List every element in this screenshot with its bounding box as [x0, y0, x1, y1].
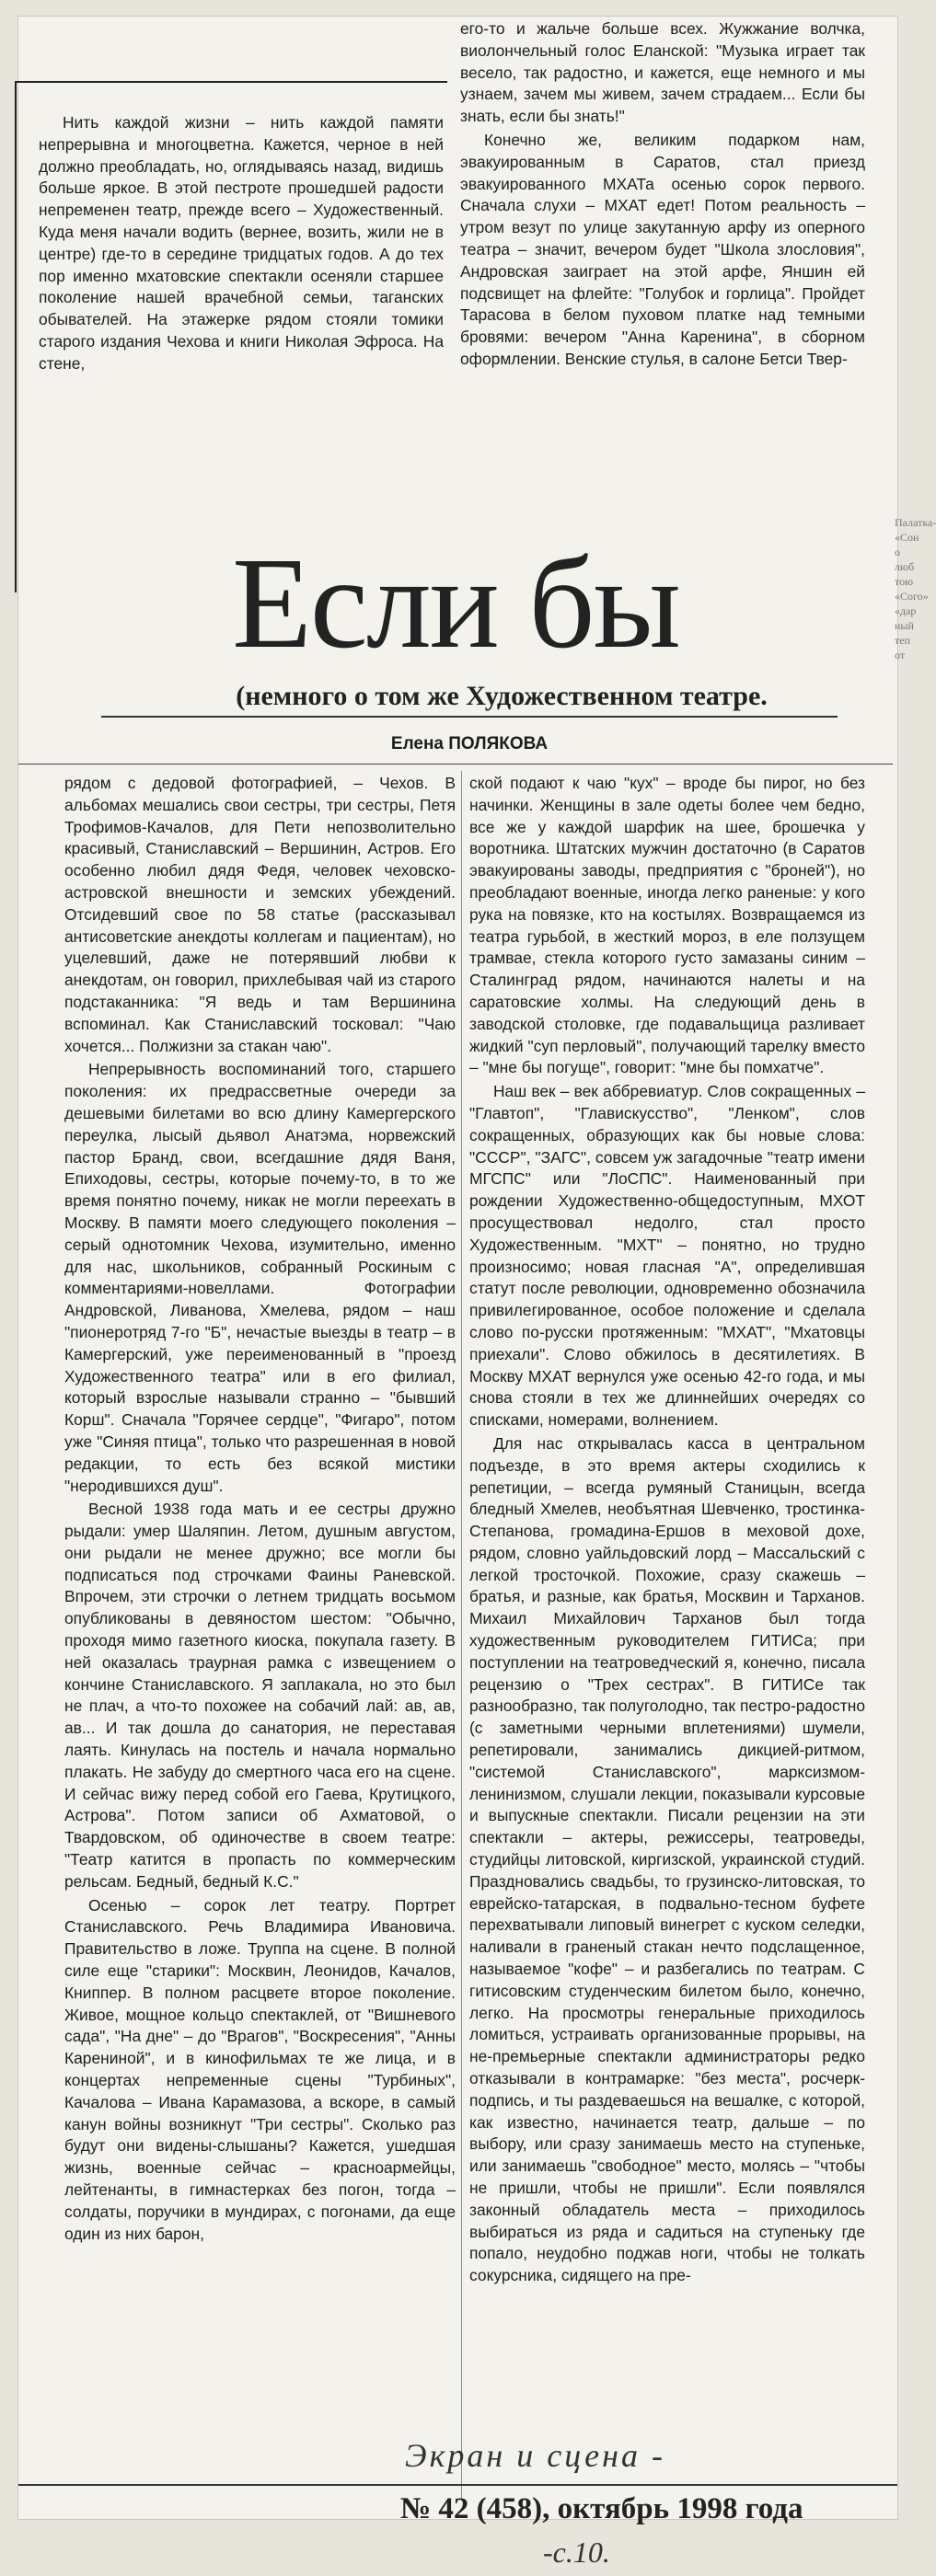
article-paragraph: его-то и жальче больше всех. Жужжание волчка, виолончельный голос Еланской: "Музыка играет так весело, так радостно, и кажется, еще немного и мы узнаем, зачем мы живем, зачем страдаем... Если бы знать, если бы знать!" [460, 19, 865, 126]
margin-fragment: «Сого» [895, 590, 929, 603]
margin-fragment: люб [895, 560, 915, 573]
headline: Если бы [232, 530, 679, 675]
margin-fragment: Палатка- [895, 516, 936, 529]
handwritten-page-note: -с.10. [543, 2536, 610, 2569]
adjacent-column-fragment [895, 515, 936, 681]
article-paragraph: Нить каждой жизни – нить каждой памяти непрерывна и многоцветна. Кажется, черное в ней должно преобладать, но, оглядываясь назад, видишь больше яркое. В этой пестроте прошедшей радости непременен театр, прежде всего – Художественный. Куда меня начали водить (вернее, возить, жили не в центре) где-то в середине тридцатых годов. А до тех пор именно мхатовские спектакли осеняли старшее поколение нашей врачебной семьи, таганских обывателей. На этажерке рядом стояли томики старого издания Чехова и книги Николая Эфроса. На стене, [39, 113, 444, 373]
margin-fragment: «дар [895, 604, 917, 617]
article-paragraph: рядом с дедовой фотографией, – Чехов. В альбомах мешались свои сестры, три сестры, Петя Трофимов-Качалов, для Пети непозволительно красивый, Станиславский – Вершинин, Астров. Его особенно любил дядя Федя, человек чеховско-астровской внешности и земских убеждений. Отсидевший свое по 58 статье (рассказывал антисоветские анекдоты коллегам и пациентам), но уцелевший, даже не потерявший любви к анекдотам, он говорил, прихлебывая чай из старого подстаканника: "Я ведь и там Вершинина вспоминал. Как Станиславский тосковал: "Чаю хочется... Полжизни за стакан чаю". [64, 774, 456, 1055]
byline-rule [18, 764, 893, 765]
article-column-bottom-right [469, 773, 865, 2498]
publication-handwritten: Экран и сцена - [405, 2437, 665, 2474]
article-paragraph: Наш век – век аббревиатур. Слов сокращенных – "Главтоп", "Главискусство", "Ленком", слов сокращенных, образующих как бы новые слова: "СССР", "ЗАГС", совсем уж загадочные "театр имени МГСПС" или "ЛоСПС". Наименованный при рождении Художественно-общедоступным, МХОТ просуществовал недолго, стал просто Художественным. "МХТ" – понятно, но трудно произносимо; новая гласная "А", определившая статут после революции, одновременно обозначила привилегированное, особое положение и сделала слово по-русски протяженным: "МХАТ", "Мхатовцы приехали". Слово обжилось в десятилетиях. В Москву МХАТ вернулся уже осенью 42-го года, и мы снова стояли в тех же длиннейших очередях со списками, номерами, волнением. [469, 1082, 865, 1430]
article-paragraph: Для нас открывалась касса в центральном подъезде, в это время актеры сходились к репетиции, – всегда румяный Станицын, всегда бледный Хмелев, необъятная Шевченко, тростинка-Степанова, громадина-Ершов в меховой дохе, рядом, словно уайльдовский лорд – Массальский с легкой тросточкой. Похожие, сразу скажешь – братья, и разные, как братья, Москвин и Тарханов. Михаил Михайлович Тарханов был тогда художественным руководителем ГИТИСа; при поступлении на театроведческий я, конечно, писала рецензию о "Трех сестрах". В ГИТИСе так разнообразно, так полуголодно, так пестро-радостно (с заметными черными вплетениями) шумели, репетировали, занимались дикцией-ритмом, "системой Станиславского", марксизмом-ленинизмом, слушали лекции, показывали курсовые и выпускные спектакли. Писали рецензии на эти спектакли – актеры, режиссеры, театроведы, студийцы литовской, киргизской, украинской студий. Праздновались свадьбы, то грузинско-литовская, то еврейско-татарская, в подвально-тесном буфете перехватывали липовый винегрет с куском селедки, наливали в граненый стакан нечто подслащенное, называемое "кофе" – и разбегались по театрам. С гитисовским студенческим билетом было, конечно, легко. На просмотры генеральные приходилось ломиться, устраивать организованные прорывы, на не-премьерные спектакли администраторы редко отказывали в контрамарке: "без места", росчерк-подпись, и ты раздеваешься на вешалке, с которой, как известно, начинается театр, дальше – по выбору, или сразу занимаешь место на ступеньке, или занимаешь "свободное" место, молясь – "чтобы не пришли, чтобы не пришли". Если появлялся законный обладатель места – приходилось выбираться из ряда и садиться на ступеньку где попало, неудобно поджав ноги, чтобы не толкать сокурсника, сидящего на пре- [469, 1433, 865, 2285]
margin-fragment: «Сон о [895, 531, 919, 558]
margin-fragment: теп [895, 634, 910, 647]
article-column-top-left [39, 112, 444, 591]
frame-rule-left [15, 81, 17, 592]
article-paragraph: Весной 1938 года мать и ее сестры дружно рыдали: умер Шаляпин. Летом, душным августом, они рыдали не менее дружно; все могли бы подписаться под строчками Фаины Раневской. Впрочем, эти строчки о летнем тридцать восьмом опубликованы в девяностом шестом: "Обычно, проходя мимо газетного киоска, покупала газету. В ней оказалась траурная рамка с извещением о кончине Станиславского. Я заплакала, но это был не плач, а что-то похожее на собачий лай: ав, ав, ав... И так дошла до санатория, не переставая лаять. Кинулась на постель и начала нормально плакать. Не забуду до смертного часа его на сцене. И сейчас вижу перед собой его Гаева, Крутицкого, Астрова". Потом записи об Ахматовой, о Твардовском, об одиночестве в своем театре: "Театр катится в пропасть по коммерческим рельсам. Бедный, бедный К.С." [64, 1500, 456, 1891]
frame-rule-top [15, 81, 447, 83]
article-column-bottom-left [64, 773, 456, 2498]
column-divider [461, 771, 462, 2501]
subheadline: (немного о том же Художественном театре. [236, 681, 768, 711]
article-paragraph: Конечно же, великим подарком нам, эвакуированным в Саратов, стал приезд эвакуированного МХАТа осенью сорок первого. Сначала слухи – МХАТ едет! Потом реальность – утром везут по улице закутанную арфу из оперного театра – значит, вечером будет "Школа злословия", Андровская заиграет на этой арфе, Яншин ей подсвищет на флейте: "Голубок и горлица". Пройдет Тарасова в белом пуховом платке над темными бровями: вечером "Анна Каренина", в сборном оформлении. Венские стулья, в салоне Бетси Твер- [460, 130, 865, 368]
article-paragraph: Осенью – сорок лет театру. Портрет Станиславского. Речь Владимира Ивановича. Правительство в ложе. Труппа на сцене. В полной силе еще "старики": Москвин, Леонидов, Качалов, Книппер. В полном расцвете второе поколение. Живое, мощное кольцо спектаклей, от "Вишневого сада", "На дне" – до "Врагов", "Воскресения", "Анны Карениной", и в кинофильмах те же лица, и в концертах непременные сцены "Турбиных", Качалова – Ивана Карамазова, а вскоре, в самый канун войны возникнут "Три сестры". Сколько раз будут они видены-слышаны? Кажется, ушедшая жизнь, военные сейчас – красноармейцы, лейтенанты, в гимнастерках без погон, тогда – солдаты, поручики в мундирах, с погонами, да еще один из них барон, [64, 1895, 456, 2243]
article-paragraph: Непрерывность воспоминаний того, старшего поколения: их предрассветные очереди за дешевыми билетами во всю длину Камергерского переулка, лысый дьявол Анатэма, норвежский пастор Бранд, свои, всегдашние дядя Ваня, Епиходовы, сестры, которые почему-то, в то же время понятно почему, никак не могли переехать в Москву. В памяти моего следующего поколения – серый однотомник Чехова, изумительно, именно для нас, школьников, собранный Роскиным с комментариями-новеллами. Фотографии Андровской, Ливанова, Хмелева, рядом – наш "пионеротряд 7-го "Б", нечастые выезды в театр – в Камергерский, уже переименованный в "проезд Художественного театра" или в его филиал, который взрослые называли странно – "бывший Корш". Сначала "Горячее сердце", "Фигаро", потом уже "Синяя птица", только что разрешенная в новой редакции, то есть без всякой мистики "неродившихся душ". [64, 1060, 456, 1495]
subheadline-rule [101, 716, 838, 718]
margin-fragment: ный [895, 619, 914, 632]
article-column-top-right [460, 18, 865, 561]
article-paragraph: ской подают к чаю "кух" – вроде бы пирог, но без начинки. Женщины в зале одеты более чем бедно, все же у каждой шарфик на шее, брошечка у воротника. Штатских мужчин достаточно (в Саратов эвакуированы заводы, предприятия с "броней"), но преобладают военные, иногда легко раненые: у кого рука на повязке, кто на костылях. Возвращаемся из театра гурьбой, в жесткий мороз, в еле ползущем трамвае, стекла которого густо замазаны синим – Сталинград рядом, начинаются налеты и на саратовские холмы. На следующий день в заводской столовке, где подавальщица разливает жидкий "суп перловый", получающий тарелку вместо – "мне бы погуще", говорит: "мне бы помхатче". [469, 774, 865, 1077]
footer-rule [18, 2484, 897, 2486]
margin-fragment: тою [895, 575, 914, 588]
author-byline: Елена ПОЛЯКОВА [390, 734, 549, 753]
issue-number: № 42 (458), октябрь 1998 года [400, 2492, 803, 2525]
margin-fragment: от [895, 649, 906, 661]
